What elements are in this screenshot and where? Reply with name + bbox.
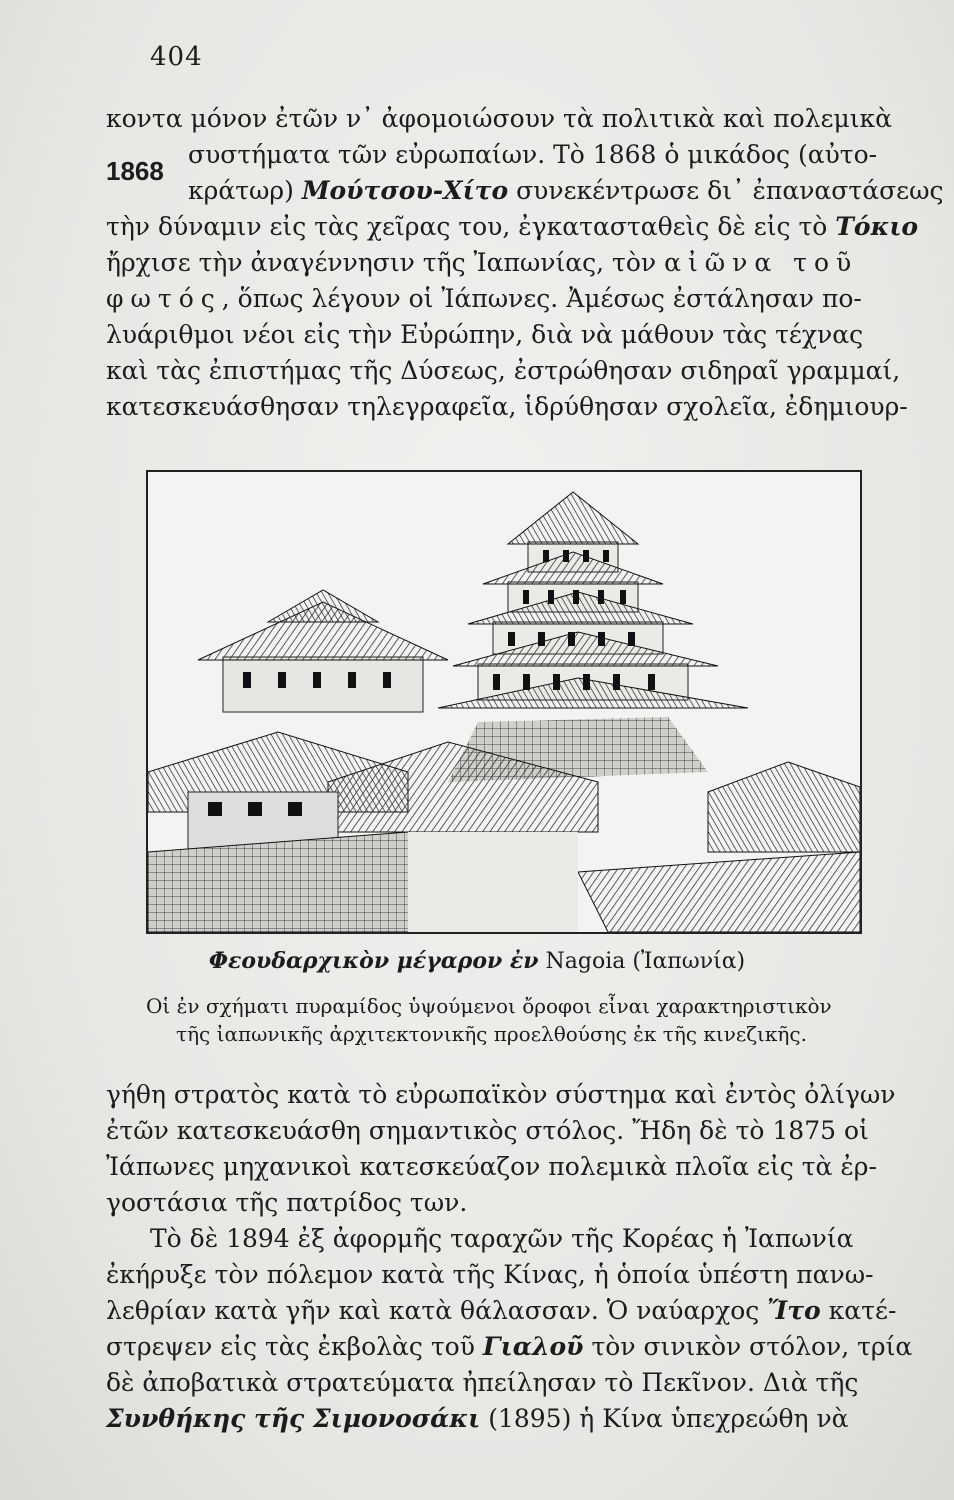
page-number: 404 <box>150 42 203 72</box>
figure-caption-title: Φεουδαρχικὸν μέγαρον ἐν Nagoia (Ἰαπωνία) <box>208 948 746 974</box>
text-line: συστήματα τῶν εὐρωπαίων. Τὸ 1868 ὁ μικάδος (αὐτο- <box>188 140 878 169</box>
text-line: φωτός, ὅπως λέγουν οἱ Ἰάπωνες. Ἀμέσως ἐστάλησαν πο- <box>106 284 862 313</box>
text-line: ἤρχισε τὴν ἀναγέννησιν τῆς Ἰαπωνίας, τὸν αἰῶνα τοῦ <box>106 248 859 277</box>
text-line: λυάριθμοι νέοι εἰς τὴν Εὐρώπην, διὰ νὰ μάθουν τὰς τέχνας <box>106 320 864 349</box>
text-line: κατεσκευάσθησαν τηλεγραφεῖα, ἱδρύθησαν σχολεῖα, ἐδημιουρ- <box>106 392 908 421</box>
emphasis-place: Τόκιο <box>835 212 919 241</box>
emphasis-place: Γιαλοῦ <box>482 1332 584 1361</box>
castle-engraving-image <box>146 470 862 934</box>
text-line: Ἰάπωνες μηχανικοὶ κατεσκεύαζον πολεμικὰ πλοῖα εἰς τὰ ἐρ- <box>106 1152 877 1181</box>
text-line: κοντα μόνον ἐτῶν ν᾽ ἀφομοιώσουν τὰ πολιτικὰ καὶ πολεμικὰ <box>106 104 892 133</box>
text-line: ἐτῶν κατεσκευάσθη σημαντικὸς στόλος. Ἤδη δὲ τὸ 1875 οἱ <box>106 1116 869 1145</box>
text-line: γοστάσια τῆς πατρίδος των. <box>106 1188 468 1217</box>
emphasis-name: Μούτσου-Χίτο <box>301 176 509 205</box>
text-line: γήθη στρατὸς κατὰ τὸ εὐρωπαϊκὸν σύστημα καὶ ἐντὸς ὀλίγων <box>106 1080 896 1109</box>
figure-caption-line: τῆς ἰαπωνικῆς ἀρχιτεκτονικῆς προελθούσης ἐκ τῆς κινεζικῆς. <box>176 1022 807 1046</box>
text-line: Συνθήκης τῆς Σιμονοσάκι (1895) ἡ Κίνα ὑπεχρεώθη νὰ <box>106 1404 849 1433</box>
text-line: δὲ ἀποβατικὰ στρατεύματα ἠπείλησαν τὸ Πεκῖνον. Διὰ τῆς <box>106 1368 859 1397</box>
spaced-phrase: αἰῶνα τοῦ <box>664 248 859 277</box>
text-line: λεθρίαν κατὰ γῆν καὶ κατὰ θάλασσαν. Ὁ ναύαρχος Ἴτο κατέ- <box>106 1296 897 1325</box>
emphasis-name: Ἴτο <box>767 1296 821 1325</box>
figure-caption-line: Οἱ ἐν σχήματι πυραμίδος ὑψούμενοι ὄροφοι εἶναι χαρακτηριστικὸν <box>146 994 832 1018</box>
margin-year-note: 1868 <box>106 156 164 186</box>
emphasis-treaty: Συνθήκης τῆς Σιμονοσάκι <box>106 1404 481 1433</box>
text-line: τὴν δύναμιν εἰς τὰς χεῖρας του, ἐγκατασταθεὶς δὲ εἰς τὸ Τόκιο <box>106 212 919 241</box>
text-line: κράτωρ) Μούτσου-Χίτο συνεκέντρωσε δι᾽ ἐπαναστάσεως <box>188 176 944 205</box>
castle-illustration <box>148 472 860 932</box>
spaced-phrase: φωτός <box>106 284 222 313</box>
text-line: Τὸ δὲ 1894 ἐξ ἀφορμῆς ταραχῶν τῆς Κορέας ἡ Ἰαπωνία <box>150 1224 854 1253</box>
text-line: καὶ τὰς ἐπιστήμας τῆς Δύσεως, ἐστρώθησαν σιδηραῖ γραμμαί, <box>106 356 901 385</box>
text-line: στρεψεν εἰς τὰς ἐκβολὰς τοῦ Γιαλοῦ τὸν σινικὸν στόλον, τρία <box>106 1332 913 1361</box>
text-line: ἐκήρυξε τὸν πόλεμον κατὰ τῆς Κίνας, ἡ ὁποία ὑπέστη πανω- <box>106 1260 874 1289</box>
